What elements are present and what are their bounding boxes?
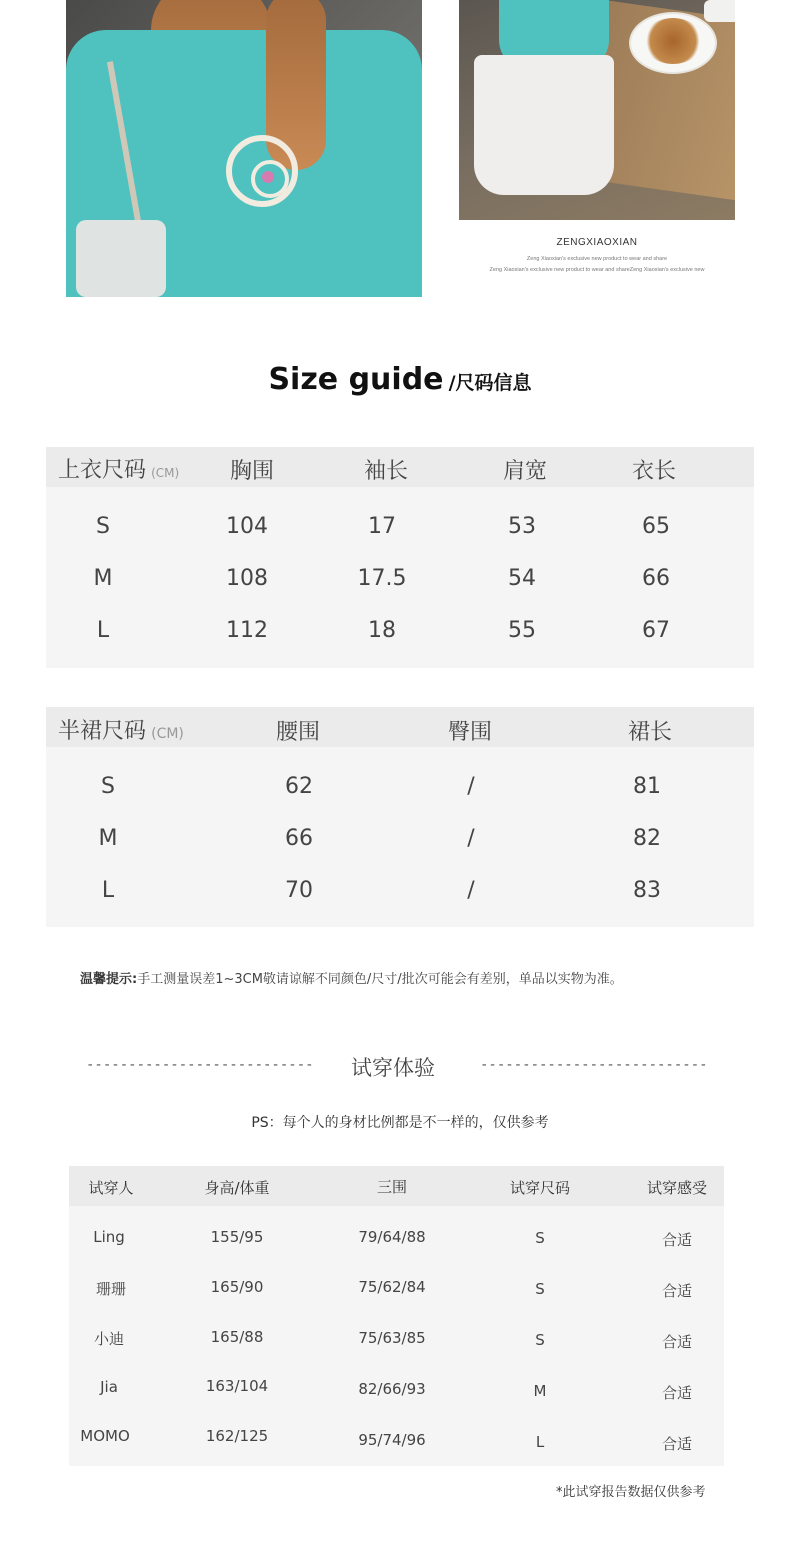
top-row-value: 53 [508, 514, 536, 539]
fit-ps-note: PS：每个人的身材比例都是不一样的，仅供参考 [251, 1115, 549, 1131]
skirt-size-label [58, 714, 184, 745]
fit-header-size: 试穿尺码 [509, 1179, 571, 1197]
fit-cell: 合适 [661, 1384, 693, 1402]
top-header-length: 衣长 [631, 459, 677, 484]
fit-header-measurements: 三围 [376, 1178, 408, 1196]
product-photo-front [66, 0, 422, 297]
fit-cell: S [535, 1280, 545, 1298]
fit-cell: MOMO [80, 1427, 130, 1445]
top-size-table [46, 447, 754, 668]
product-photo-table [459, 0, 735, 220]
size-guide-title-en: Size guide [268, 362, 444, 397]
top-row-size: M [93, 566, 113, 591]
fit-cell: S [535, 1229, 545, 1247]
fit-cell: 165/88 [210, 1328, 264, 1346]
fit-cell: 小迪 [93, 1330, 125, 1348]
top-header-chest: 胸围 [229, 459, 275, 484]
fit-cell: 合适 [661, 1282, 693, 1300]
skirt-row-value: / [467, 826, 475, 851]
fit-cell: 82/66/93 [358, 1380, 426, 1398]
tip-text: 手工测量误差1~3CM敬请谅解不同颜色/尺寸/批次可能会有差别，单品以实物为准。 [137, 972, 623, 987]
skirt-header-waist: 腰围 [275, 720, 321, 745]
tip-label: 温馨提示: [80, 972, 138, 987]
skirt-row-value: 83 [633, 878, 661, 903]
skirt-size-unit: (CM) [151, 726, 184, 742]
brand-name: ZENGXIAOXIAN [556, 237, 638, 248]
top-row-size: L [96, 618, 110, 643]
fit-cell: 162/125 [205, 1427, 269, 1445]
fit-cell: Jia [100, 1378, 118, 1396]
fit-cell: 155/95 [210, 1228, 264, 1246]
skirt-row-value: 81 [633, 774, 661, 799]
fit-section-title: 试穿体验 [351, 1056, 435, 1080]
top-row-value: 67 [642, 618, 670, 643]
fit-cell: Ling [93, 1228, 125, 1246]
fit-header-feeling: 试穿感受 [646, 1179, 708, 1197]
fit-cell: 75/63/85 [358, 1329, 426, 1347]
top-row-value: 54 [508, 566, 536, 591]
fit-cell: 79/64/88 [358, 1228, 426, 1246]
skirt-size-label-text: 半裙尺码 [58, 719, 147, 744]
top-row-value: 112 [226, 618, 268, 643]
fit-header-height-weight: 身高/体重 [204, 1179, 270, 1197]
fit-footnote: *此试穿报告数据仅供参考 [556, 1485, 706, 1500]
skirt-header-hip: 臀围 [447, 720, 493, 745]
fit-cell: 珊珊 [95, 1280, 127, 1298]
top-row-value: 17.5 [357, 566, 407, 591]
fit-header-person: 试穿人 [88, 1179, 134, 1197]
top-size-label-text: 上衣尺码 [58, 458, 147, 483]
top-row-value: 17 [368, 514, 396, 539]
fit-cell: 合适 [661, 1435, 693, 1453]
fit-cell: 75/62/84 [358, 1278, 426, 1296]
skirt-row-value: 66 [285, 826, 313, 851]
top-row-value: 66 [642, 566, 670, 591]
skirt-size-table [46, 707, 754, 927]
size-guide-title-cn: /尺码信息 [448, 372, 532, 394]
fit-cell: 165/90 [210, 1278, 264, 1296]
skirt-row-value: 82 [633, 826, 661, 851]
skirt-row-value: 70 [285, 878, 313, 903]
skirt-header-length: 裙长 [627, 720, 673, 745]
top-header-sleeve: 袖长 [363, 459, 409, 484]
top-row-value: 18 [368, 618, 396, 643]
top-row-value: 55 [508, 618, 536, 643]
top-row-size: S [96, 514, 110, 539]
fit-cell: 163/104 [205, 1377, 269, 1395]
skirt-row-value: / [467, 774, 475, 799]
fit-divider-right: --------------------------- [480, 1057, 708, 1073]
fit-table [69, 1166, 724, 1466]
skirt-row-size: M [98, 826, 118, 851]
size-guide-title [0, 362, 800, 397]
top-size-unit: (CM) [151, 466, 180, 480]
fit-cell: 95/74/96 [358, 1431, 426, 1449]
top-header-shoulder: 肩宽 [502, 459, 548, 484]
fit-cell: 合适 [661, 1333, 693, 1351]
fit-cell: 合适 [661, 1231, 693, 1249]
skirt-row-size: S [101, 774, 115, 799]
top-row-value: 104 [226, 514, 268, 539]
top-size-label [58, 453, 179, 484]
skirt-row-value: 62 [285, 774, 313, 799]
fit-cell: L [535, 1433, 545, 1451]
fit-divider-left: --------------------------- [86, 1057, 314, 1073]
fit-cell: S [535, 1331, 545, 1349]
brand-tagline-1: Zeng Xiaoxian's exclusive new product to wear and share [526, 256, 668, 262]
measurement-tip [80, 968, 623, 987]
skirt-row-size: L [101, 878, 115, 903]
brand-tagline-2: Zeng Xiaoxian's exclusive new product to wear and shareZeng Xiaoxian's exclusive new [489, 267, 705, 273]
top-row-value: 65 [642, 514, 670, 539]
fit-cell: M [533, 1382, 547, 1400]
top-row-value: 108 [226, 566, 268, 591]
skirt-row-value: / [467, 878, 475, 903]
